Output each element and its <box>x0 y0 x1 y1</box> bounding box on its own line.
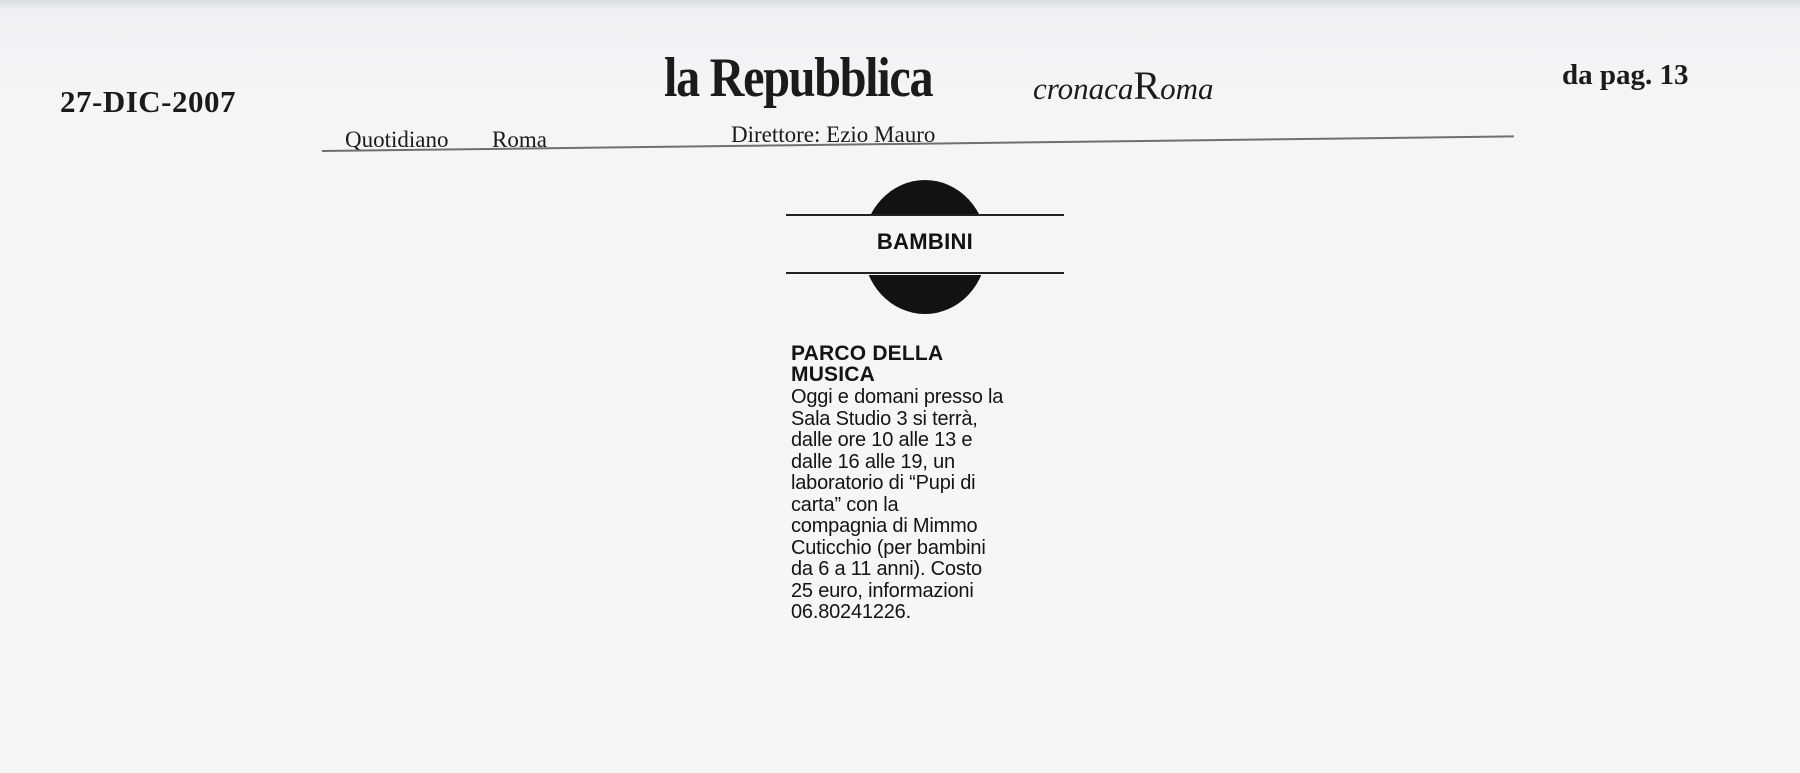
section-label: BAMBINI <box>876 229 974 254</box>
body-line: 25 euro, informazioni <box>791 579 974 602</box>
article-headline <box>791 343 1091 385</box>
article <box>791 343 1091 624</box>
headline-line: PARCO DELLA <box>791 342 944 365</box>
scan-edge <box>0 0 1800 10</box>
headline-line: MUSICA <box>791 363 876 386</box>
body-line: laboratorio di “Pupi di <box>791 472 976 494</box>
body-line: carta” con la <box>791 493 899 516</box>
director-line: Direttore: Ezio Mauro <box>731 122 936 147</box>
body-line: 06.80241226. <box>791 601 911 623</box>
body-line: dalle 16 alle 19, un <box>791 450 955 473</box>
section-logo <box>786 180 1064 315</box>
edition-rest: oma <box>1160 71 1214 106</box>
edition-prefix: cronaca <box>1033 71 1134 106</box>
body-line: Sala Studio 3 si terrà, <box>791 407 978 430</box>
body-line: Cuticchio (per bambini <box>791 536 986 559</box>
publication-date: 27-DIC-2007 <box>60 84 236 119</box>
publication-type: Quotidiano <box>345 127 449 152</box>
body-line: dalle ore 10 alle 13 e <box>791 429 973 451</box>
body-line: Oggi e domani presso la <box>791 386 1004 408</box>
publication-city: Roma <box>492 127 547 152</box>
edition-initial: R <box>1133 63 1161 108</box>
body-line: da 6 a 11 anni). Costo <box>791 558 982 580</box>
edition-title <box>1033 62 1214 109</box>
article-body <box>791 387 1091 624</box>
page-reference: da pag. 13 <box>1562 59 1689 91</box>
masthead-title: la Repubblica <box>664 47 933 109</box>
body-line: compagnia di Mimmo <box>791 515 978 537</box>
